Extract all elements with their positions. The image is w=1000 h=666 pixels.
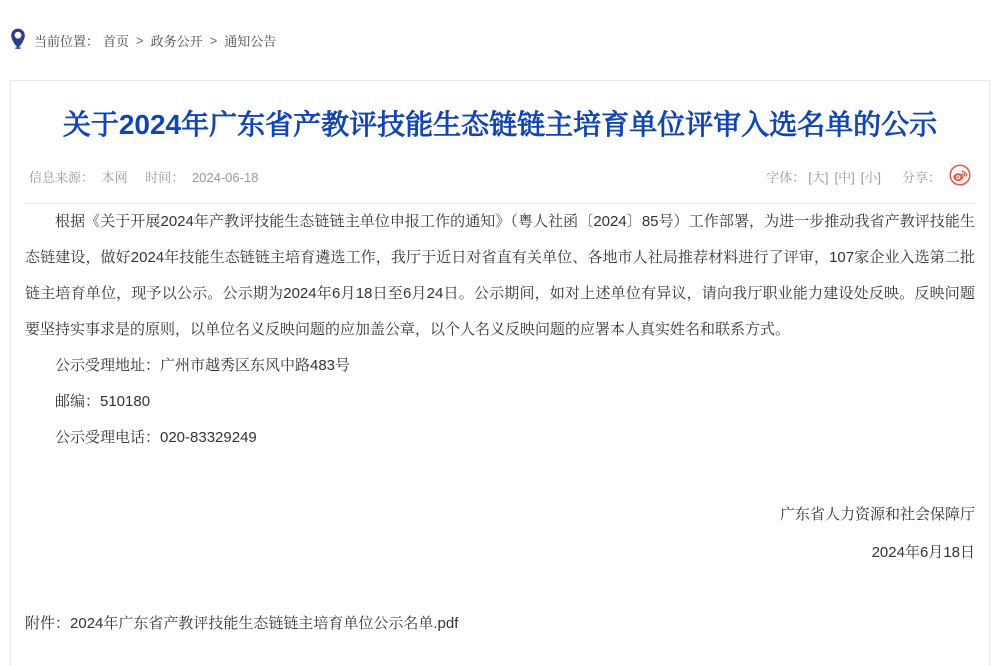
breadcrumb-separator: > <box>136 32 144 48</box>
font-size-small-button[interactable]: [小] <box>860 170 881 185</box>
breadcrumb-separator: > <box>209 32 218 48</box>
article-meta-bar <box>25 142 975 204</box>
breadcrumb-item-home[interactable]: 首页 <box>103 33 130 49</box>
paragraph-main: 根据《关于开展2024年产教评技能生态链链主单位申报工作的通知》（粤人社函〔2024〕85号）工作部署，为进一步推动我省产教评技能生态链建设，做好2024年技能生态链链主培育遴选工作，我厅于近日对省直有关单位、各地市人社局推荐材料进行了评审，107家企业入选第二批链主培育单位，现予以公示。公示期为2024年6月18日至6月24日。公示期间，如对上述单位有异议，请向我厅职业能力建设处反映。反映问题要坚持实事求是的原则，以单位名义反映问题的应加盖公章，以个人名义反映问题的应署本人真实姓名和联系方式。 <box>25 213 975 338</box>
signature-org: 广东省人力资源和社会保障厅 <box>779 506 975 523</box>
share-label: 分享： <box>901 170 941 185</box>
weibo-share-button[interactable] <box>949 164 971 189</box>
attachment-row <box>25 612 975 633</box>
time-label: 时间： <box>145 170 185 185</box>
breadcrumb-item-notices[interactable]: 通知公告 <box>224 33 277 49</box>
font-size-medium-button[interactable]: [中] <box>834 170 855 185</box>
article-meta-right <box>766 164 971 189</box>
font-size-label: 字体： <box>766 170 806 185</box>
signature-date: 2024年6月18日 <box>871 544 975 561</box>
breadcrumb-item-gov-info[interactable]: 政务公开 <box>150 33 203 49</box>
source-value: 本网 <box>101 170 128 185</box>
font-size-large-button[interactable]: [大] <box>808 170 829 185</box>
attachment-pdf-link[interactable]: 2024年广东省产教评技能生态链链主培育单位公示名单.pdf <box>70 615 459 632</box>
attachment-label: 附件： <box>25 615 71 632</box>
article-meta-left <box>29 167 262 186</box>
breadcrumb <box>0 0 1000 54</box>
paragraph-phone: 公示受理电话：020-83329249 <box>55 429 257 446</box>
weibo-icon <box>949 164 971 189</box>
signature-block <box>25 496 975 572</box>
paragraph-address: 公示受理地址：广州市越秀区东风中路483号 <box>55 357 351 374</box>
paragraph-postcode: 邮编：510180 <box>55 393 151 410</box>
article-body <box>11 204 989 633</box>
article-panel <box>10 80 990 666</box>
location-pin-icon <box>10 28 26 52</box>
source-label: 信息来源： <box>29 170 95 185</box>
breadcrumb-label: 当前位置： <box>34 33 100 49</box>
time-value: 2024-06-18 <box>191 170 259 185</box>
page-title: 关于2024年广东省产教评技能生态链链主培育单位评审入选名单的公示 <box>62 109 938 140</box>
